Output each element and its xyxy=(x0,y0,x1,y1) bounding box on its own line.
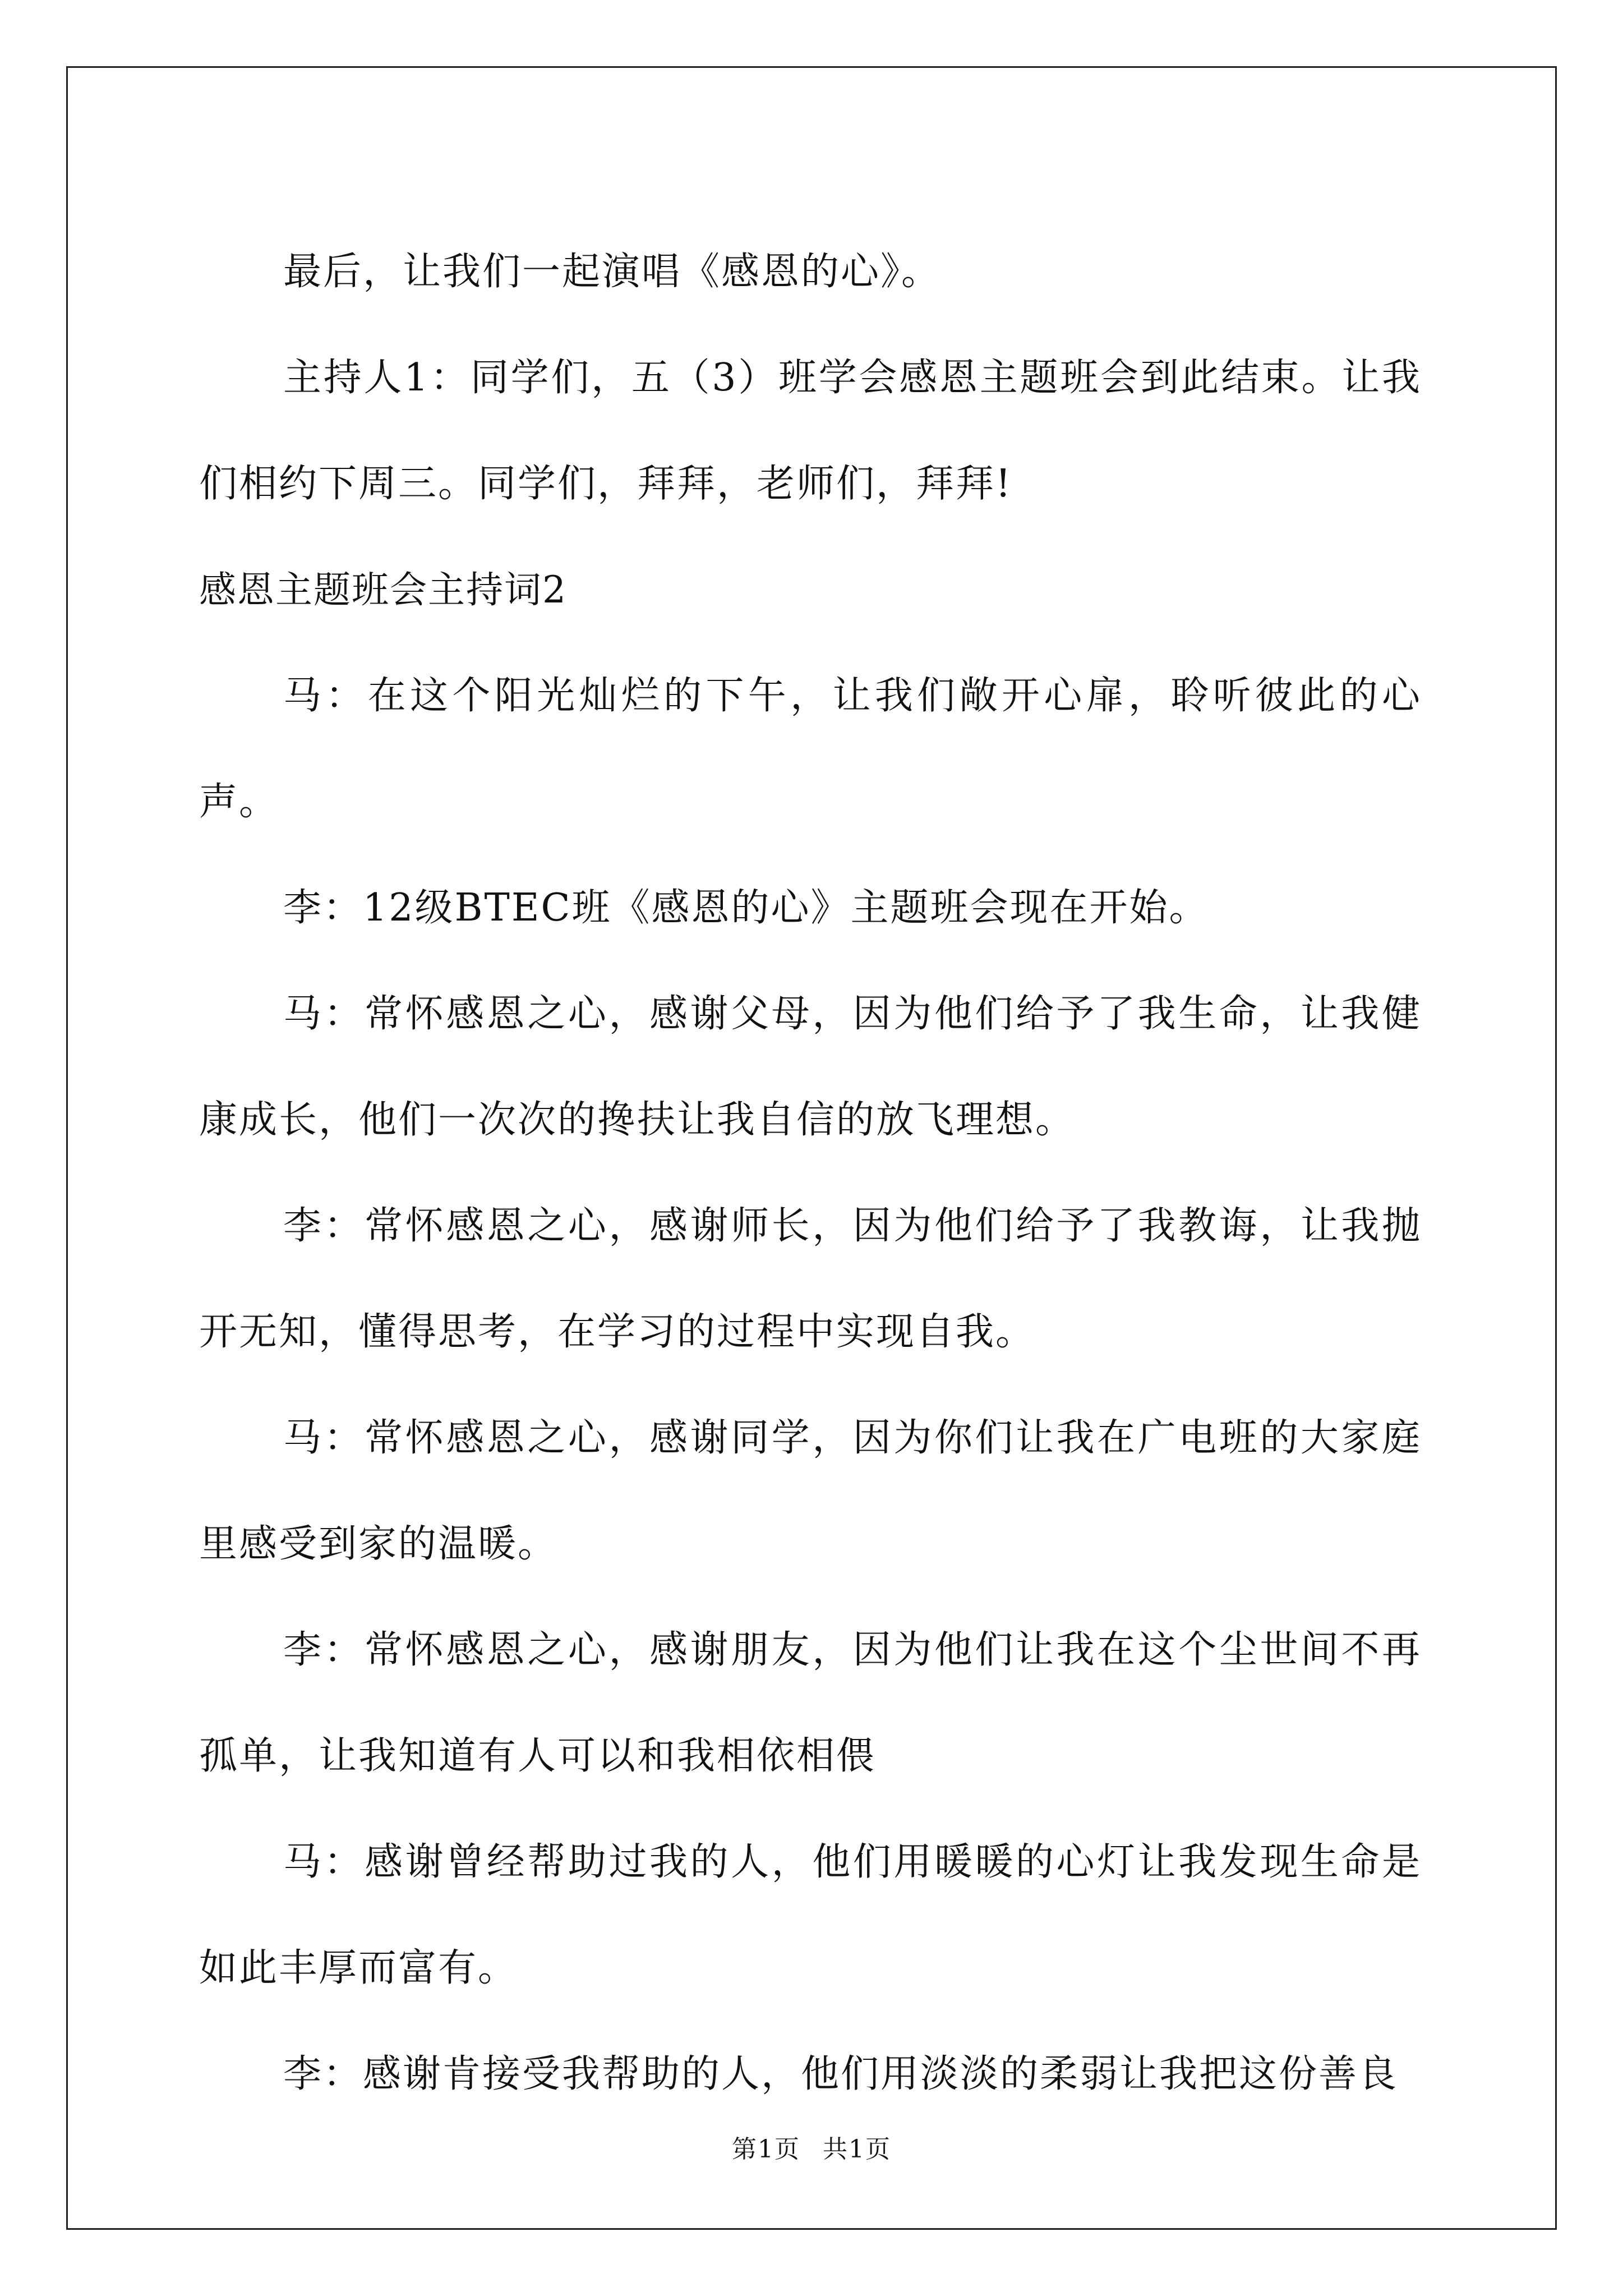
paragraph: 李：常怀感恩之心，感谢朋友，因为他们让我在这个尘世间不再孤单，让我知道有人可以和我相依相偎 xyxy=(199,1628,1422,1778)
document-body xyxy=(199,219,1422,2127)
paragraph: 李：常怀感恩之心，感谢师长，因为他们给予了我教诲，让我抛开无知，懂得思考，在学习的过程中实现自我。 xyxy=(199,1204,1422,1354)
paragraph: 马：常怀感恩之心，感谢同学，因为你们让我在广电班的大家庭里感受到家的温暖。 xyxy=(199,1416,1422,1566)
page-total: 共1页 xyxy=(823,2135,891,2164)
paragraph: 最后，让我们一起演唱《感恩的心》。 xyxy=(283,250,942,294)
page-footer xyxy=(0,2129,1623,2165)
paragraph: 马：感谢曾经帮助过我的人，他们用暖暖的心灯让我发现生命是如此丰厚而富有。 xyxy=(199,1840,1422,1990)
page-number: 第1页 xyxy=(732,2135,800,2164)
section-heading: 感恩主题班会主持词2 xyxy=(199,568,567,611)
paragraph: 马：在这个阳光灿烂的下午，让我们敞开心扉，聆听彼此的心声。 xyxy=(199,674,1422,824)
paragraph: 马：常怀感恩之心，感谢父母，因为他们给予了我生命，让我健康成长，他们一次次的搀扶让我自信的放飞理想。 xyxy=(199,992,1422,1142)
paragraph: 李：12级BTEC班《感恩的心》主题班会现在开始。 xyxy=(283,886,1209,930)
paragraph: 主持人1：同学们，五（3）班学会感恩主题班会到此结束。让我们相约下周三。同学们，拜拜，老师们，拜拜! xyxy=(199,356,1422,506)
paragraph: 李：感谢肯接受我帮助的人，他们用淡淡的柔弱让我把这份善良 xyxy=(283,2052,1399,2096)
